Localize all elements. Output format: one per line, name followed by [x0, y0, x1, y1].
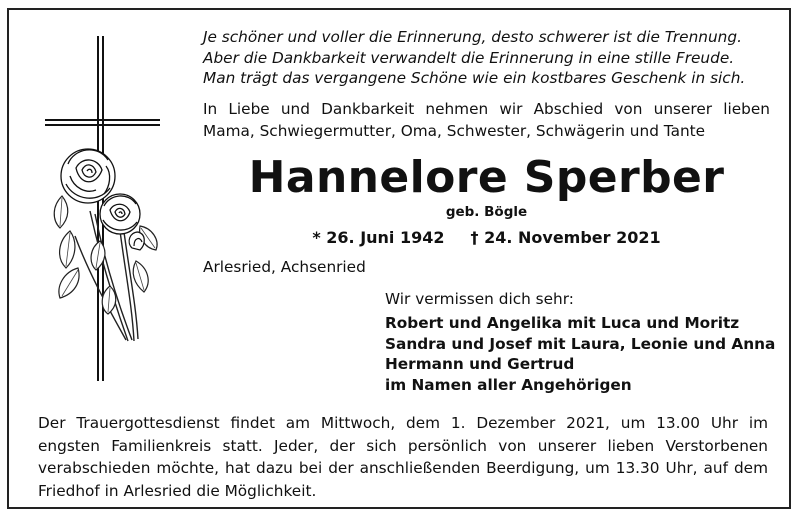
intro-text — [203, 99, 770, 142]
intro-line: Mama, Schwiegermutter, Oma, Schwester, Schwägerin und Tante — [203, 121, 706, 140]
service-line: verabschieden möchte, hat dazu bei der anschließenden Beerdigung, um 13.30 Uhr, auf dem — [38, 459, 768, 477]
quote — [203, 27, 773, 89]
service-line: Friedhof in Arlesried die Möglichkeit. — [38, 481, 317, 500]
service-info — [38, 412, 768, 502]
death-date: † 24. November 2021 — [470, 228, 661, 247]
maiden-name: geb. Bögle — [445, 204, 528, 220]
mourner-line: Hermann und Gertrud — [385, 355, 575, 373]
mourner-line: Sandra und Josef mit Laura, Leonie und Anna — [385, 334, 776, 353]
service-line: engsten Familienkreis statt. Jeder, der sich persönlich von unserer lieben Verstorbenen — [38, 436, 768, 455]
mourner-line: im Namen aller Angehörigen — [385, 375, 632, 394]
place: Arlesried, Achsenried — [203, 258, 366, 276]
quote-line: Man trägt das vergangene Schöne wie ein kostbares Geschenk in sich. — [203, 69, 746, 87]
intro-line: In Liebe und Dankbarkeit nehmen wir Abschied von unserer lieben — [203, 100, 770, 118]
miss-label: Wir vermissen dich sehr: — [385, 290, 574, 308]
quote-line: Je schöner und voller die Erinnerung, desto schwerer ist die Trennung. — [203, 28, 742, 46]
deceased-name: Hannelore Sperber — [248, 152, 725, 203]
quote-line: Aber die Dankbarkeit verwandelt die Erinnerung in eine stille Freude. — [203, 48, 735, 67]
cross-with-roses-icon — [40, 36, 170, 386]
mourner-line: Robert und Angelika mit Luca und Moritz — [385, 314, 740, 332]
service-line: Der Trauergottesdienst findet am Mittwoch, dem 1. Dezember 2021, um 13.00 Uhr im — [38, 414, 768, 432]
mourners-list — [385, 313, 775, 395]
life-dates — [203, 228, 770, 247]
birth-date: * 26. Juni 1942 — [312, 228, 445, 247]
